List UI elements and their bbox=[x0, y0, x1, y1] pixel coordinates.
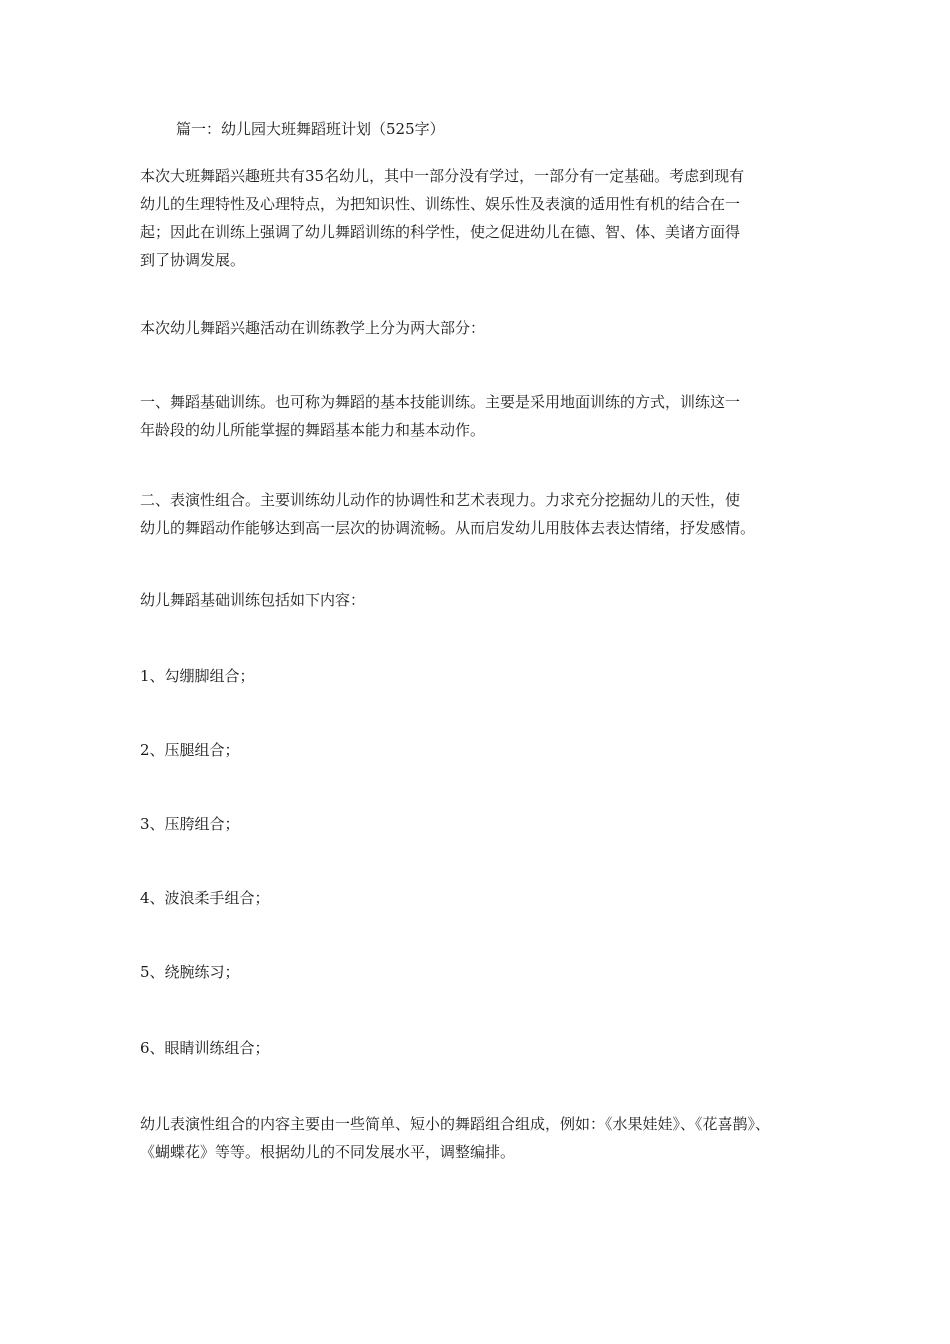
text-line: 幼儿舞蹈基础训练包括如下内容： bbox=[140, 591, 366, 609]
part-one-paragraph bbox=[140, 388, 812, 444]
text-line: 幼儿的生理特性及心理特点，为把知识性、训练性、娱乐性及表演的适用性有机的结合在一 bbox=[140, 195, 741, 213]
list-item bbox=[140, 736, 812, 764]
text-line: 《蝴蝶花》等等。根据幼儿的不同发展水平，调整编排。 bbox=[140, 1143, 516, 1161]
intro-paragraph bbox=[140, 162, 812, 274]
text-line: 年龄段的幼儿所能掌握的舞蹈基本能力和基本动作。 bbox=[140, 421, 486, 439]
text-line: 一、舞蹈基础训练。也可称为舞蹈的基本技能训练。主要是采用地面训练的方式，训练这一 bbox=[140, 393, 741, 411]
text-line: 起；因此在训练上强调了幼儿舞蹈训练的科学性，使之促进幼儿在德、智、体、美诸方面得 bbox=[140, 223, 741, 241]
list-item bbox=[140, 884, 812, 912]
basics-intro-paragraph bbox=[140, 586, 812, 614]
list-item bbox=[140, 662, 812, 690]
performance-paragraph bbox=[140, 1110, 812, 1166]
list-item-text: 1、勾绷脚组合； bbox=[140, 667, 255, 685]
text-line: 幼儿表演性组合的内容主要由一些简单、短小的舞蹈组合组成，例如：《水果娃娃》、《花喜鹊》、 bbox=[140, 1115, 771, 1133]
list-item bbox=[140, 958, 812, 986]
parts-intro-paragraph bbox=[140, 314, 812, 342]
list-item-text: 6、眼睛训练组合； bbox=[140, 1039, 270, 1057]
list-item-text: 3、压胯组合； bbox=[140, 815, 240, 833]
text-line: 本次幼儿舞蹈兴趣活动在训练教学上分为两大部分： bbox=[140, 319, 486, 337]
text-line: 二、表演性组合。主要训练幼儿动作的协调性和艺术表现力。力求充分挖掘幼儿的天性，使 bbox=[140, 491, 741, 509]
text-line: 幼儿的舞蹈动作能够达到高一层次的协调流畅。从而启发幼儿用肢体去表达情绪，抒发感情。 bbox=[140, 519, 756, 537]
list-item-text: 4、波浪柔手组合； bbox=[140, 889, 270, 907]
text-line: 到了协调发展。 bbox=[140, 251, 246, 269]
document-title: 篇一：幼儿园大班舞蹈班计划（525字） bbox=[176, 120, 445, 138]
text-line: 本次大班舞蹈兴趣班共有35名幼儿，其中一部分没有学过，一部分有一定基础。考虑到现有 bbox=[140, 167, 745, 185]
list-item bbox=[140, 810, 812, 838]
list-item-text: 5、绕腕练习； bbox=[140, 963, 240, 981]
list-item bbox=[140, 1034, 812, 1062]
list-item-text: 2、压腿组合； bbox=[140, 741, 240, 759]
part-two-paragraph bbox=[140, 486, 812, 542]
